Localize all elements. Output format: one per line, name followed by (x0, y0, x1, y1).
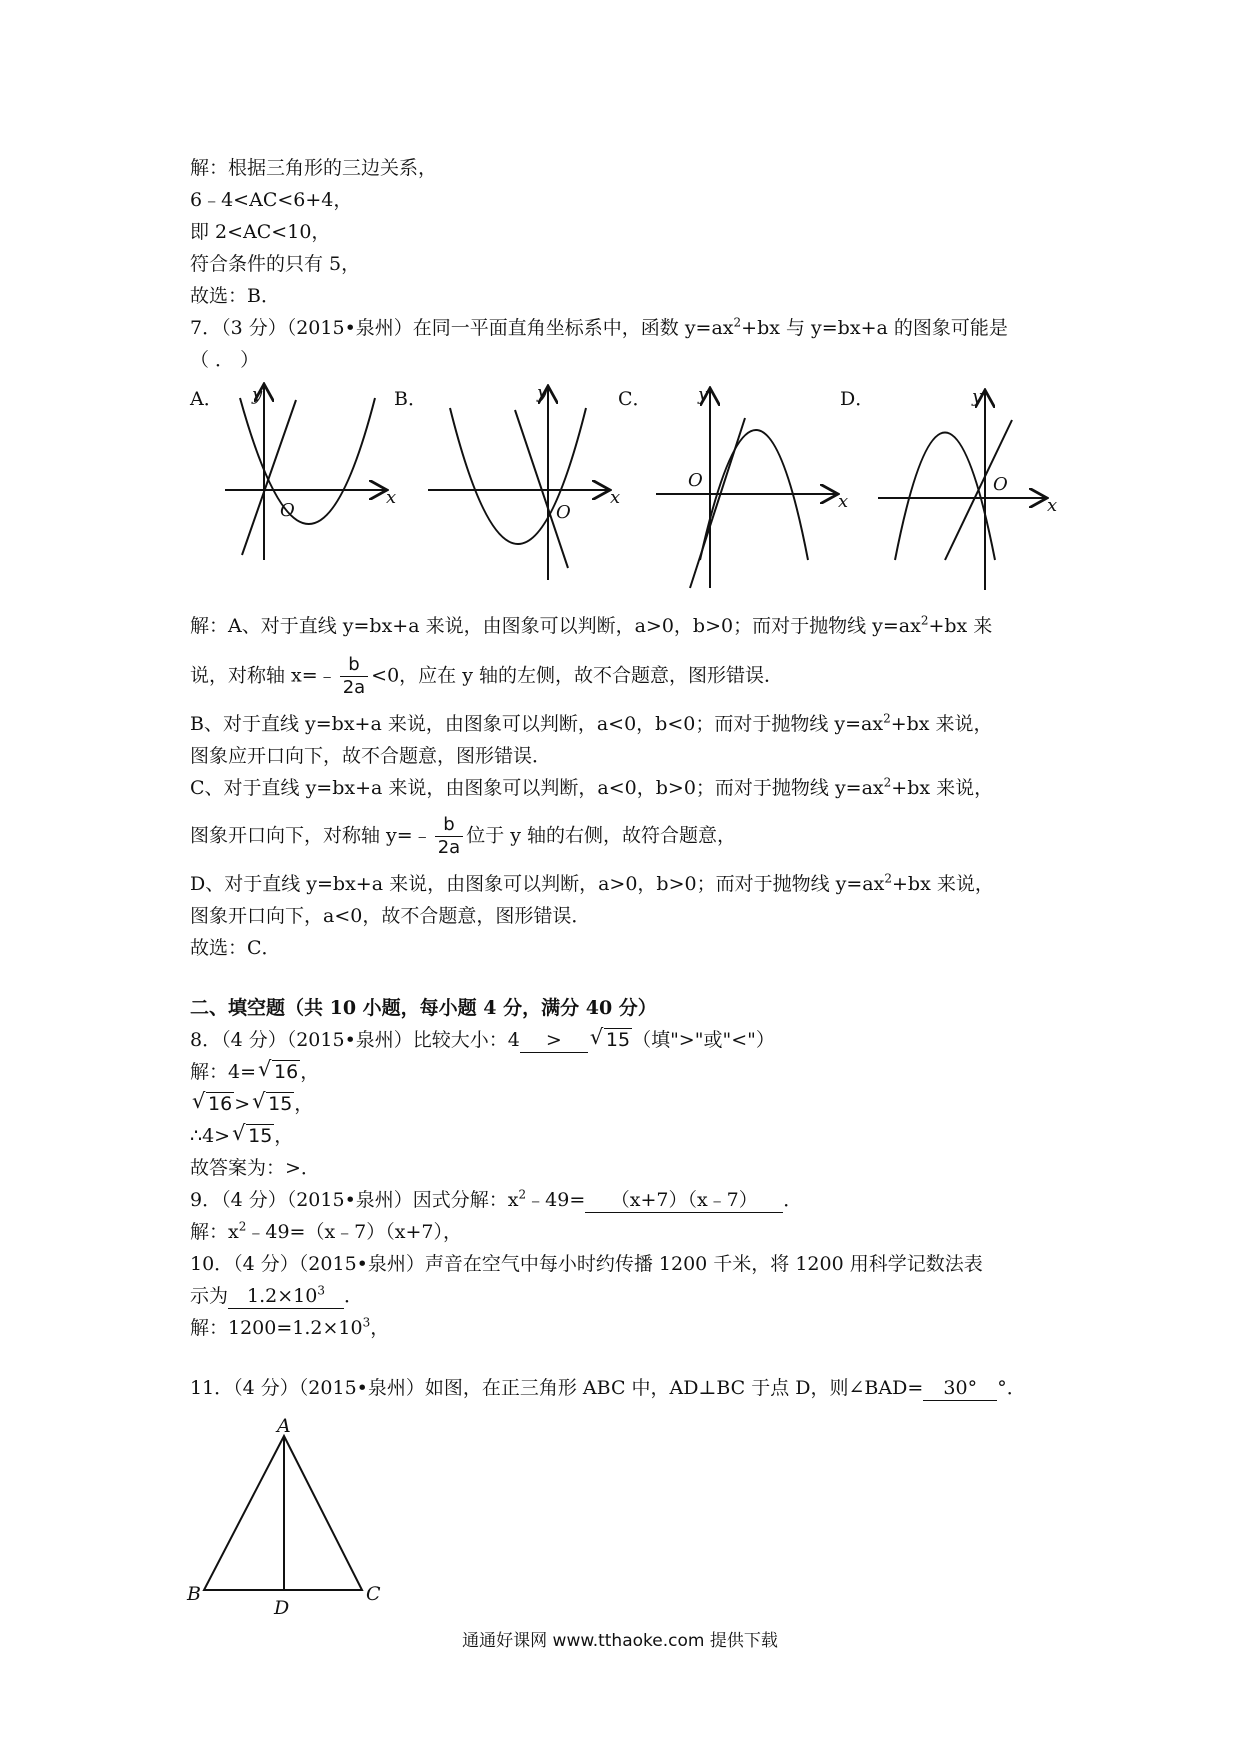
q10-blank: $1.2\times 10^3$ (228, 1284, 344, 1309)
label-d: D (274, 1597, 290, 1619)
q6-solution-line-4: 符合条件的只有 5， (190, 253, 361, 275)
q9-solution: 解：$x^2﹣49=(x﹣7)(x+7)$， (190, 1219, 462, 1243)
graph-a-x-label: x (386, 487, 397, 508)
q9-stem: 9．（4 分）（2015•泉州）因式分解：$x^2﹣49=$ （x+7）（x﹣7） ． (190, 1187, 803, 1211)
q7-answer: 故选：C． (190, 937, 281, 959)
q7-solution-a-line-1: 解：A、对于直线 y=bx+a 来说，由图象可以判断，a>0，b>0；而对于抛物线 $y=ax^2+bx$ 来 (190, 613, 993, 637)
q8-solution-line-1: 解：4= √ 16 ， (190, 1057, 320, 1083)
sqrt-15: √ 15 (589, 1025, 631, 1051)
graph-a-y-label: y (252, 384, 263, 405)
q7-stem: 7．（3 分）（2015•泉州）在同一平面直角坐标系中，函数 $y=ax^2+bx$ 与 y=bx+a 的图象可能是 (190, 315, 1008, 339)
q7-solution-c-line-2: 图象开口向下，对称轴 y=﹣ $\frac{b}{2a}$ 位于 y 轴的右侧，故符合题意， (190, 814, 737, 858)
graph-d-origin: O (993, 474, 1008, 495)
graph-b-origin: O (556, 502, 571, 523)
graph-b-parabola (450, 408, 586, 544)
q7-option-d-label: D． (840, 388, 875, 410)
graph-b-x-label: x (610, 487, 621, 508)
graph-c-x-label: x (838, 491, 849, 512)
q6-solution-line-1: 解：根据三角形的三边关系， (190, 157, 438, 179)
graph-a-origin: O (280, 500, 295, 521)
q6-solution-line-2: 6﹣4<AC<6+4， (190, 189, 353, 211)
q7-solution-b-line-1: B、对于直线 y=bx+a 来说，由图象可以判断，a<0，b<0；而对于抛物线 $y=ax^2+bx$ 来说， (190, 711, 993, 735)
graph-c-y-label: y (698, 384, 709, 405)
q7-solution-c-line-1: C、对于直线 y=bx+a 来说，由图象可以判断，a<0，b>0；而对于抛物线 $y=ax^2+bx$ 来说， (190, 775, 994, 799)
q10-solution: 解：$1200=1.2\times 10^3$， (190, 1315, 390, 1339)
graph-c-origin: O (688, 470, 703, 491)
graph-d-y-label: y (972, 386, 983, 407)
section-2-heading: 二、填空题（共 10 小题，每小题 4 分，满分 40 分） (190, 997, 657, 1019)
q7-answer-paren: （ ． ） (190, 349, 260, 371)
q8-solution-line-2: √ 16 > √ 15 ， (192, 1089, 314, 1115)
q7-solution-a-line-2: 说，对称轴 x=﹣ $\frac{b}{2a}$ <0，应在 y 轴的左侧，故不合题意，图形错误． (190, 654, 783, 698)
label-c: C (366, 1583, 381, 1605)
graph-d-parabola (895, 433, 995, 561)
q8-stem: 8．（4 分）（2015•泉州）比较大小：4 > √ 15 （填">"或"<"） (190, 1025, 775, 1051)
q7-graph-a (225, 386, 385, 560)
q10-stem-line-2: 示为 $1.2\times 10^3$ ． (190, 1283, 364, 1307)
q7-graph-c (656, 390, 836, 588)
q10-stem-line-1: 10．（4 分）（2015•泉州）声音在空气中每小时约传播 1200 千米，将 1200 用科学记数法表 (190, 1253, 983, 1275)
q7-option-a-label: A． (190, 388, 223, 410)
fraction-b-over-2a: $\frac{b}{2a}$ (435, 814, 463, 859)
q7-option-b-label: B． (394, 388, 427, 410)
label-a: A (277, 1415, 291, 1437)
fraction-b-over-2a: $\frac{b}{2a}$ (340, 654, 368, 699)
page-footer: 通通好课网 www.tthaoke.com 提供下载 (462, 1631, 778, 1651)
q7-solution-d-line-1: D、对于直线 y=bx+a 来说，由图象可以判断，a>0，b>0；而对于抛物线 $y=ax^2+bx$ 来说， (190, 871, 994, 895)
q7-solution-d-line-2: 图象开口向下，a<0，故不合题意，图形错误． (190, 905, 591, 927)
q7-option-c-label: C． (618, 388, 652, 410)
graph-c-line (690, 418, 745, 588)
q11-stem: 11．（4 分）（2015•泉州）如图，在正三角形 ABC 中，AD⊥BC 于点 D，则∠BAD= 30° °． (190, 1377, 1026, 1399)
q11-blank: 30° (923, 1376, 997, 1401)
q7-graph-d (878, 392, 1045, 590)
graph-a-line (242, 400, 296, 555)
label-b: B (187, 1583, 201, 1605)
graph-d-x-label: x (1047, 495, 1058, 516)
q8-blank: > (520, 1028, 588, 1053)
q11-triangle (204, 1436, 362, 1590)
q7-graph-b (428, 388, 608, 580)
q8-answer: 故答案为：>． (190, 1157, 320, 1179)
q6-answer: 故选：B． (190, 285, 280, 307)
graph-b-y-label: y (537, 382, 548, 403)
q6-solution-line-3: 即 2<AC<10， (190, 221, 331, 243)
q7-solution-b-line-2: 图象应开口向下，故不合题意，图形错误． (190, 745, 552, 767)
q9-blank: （x+7）（x﹣7） (585, 1188, 783, 1213)
q8-solution-line-3: ∴4> √ 15 ， (190, 1121, 294, 1147)
